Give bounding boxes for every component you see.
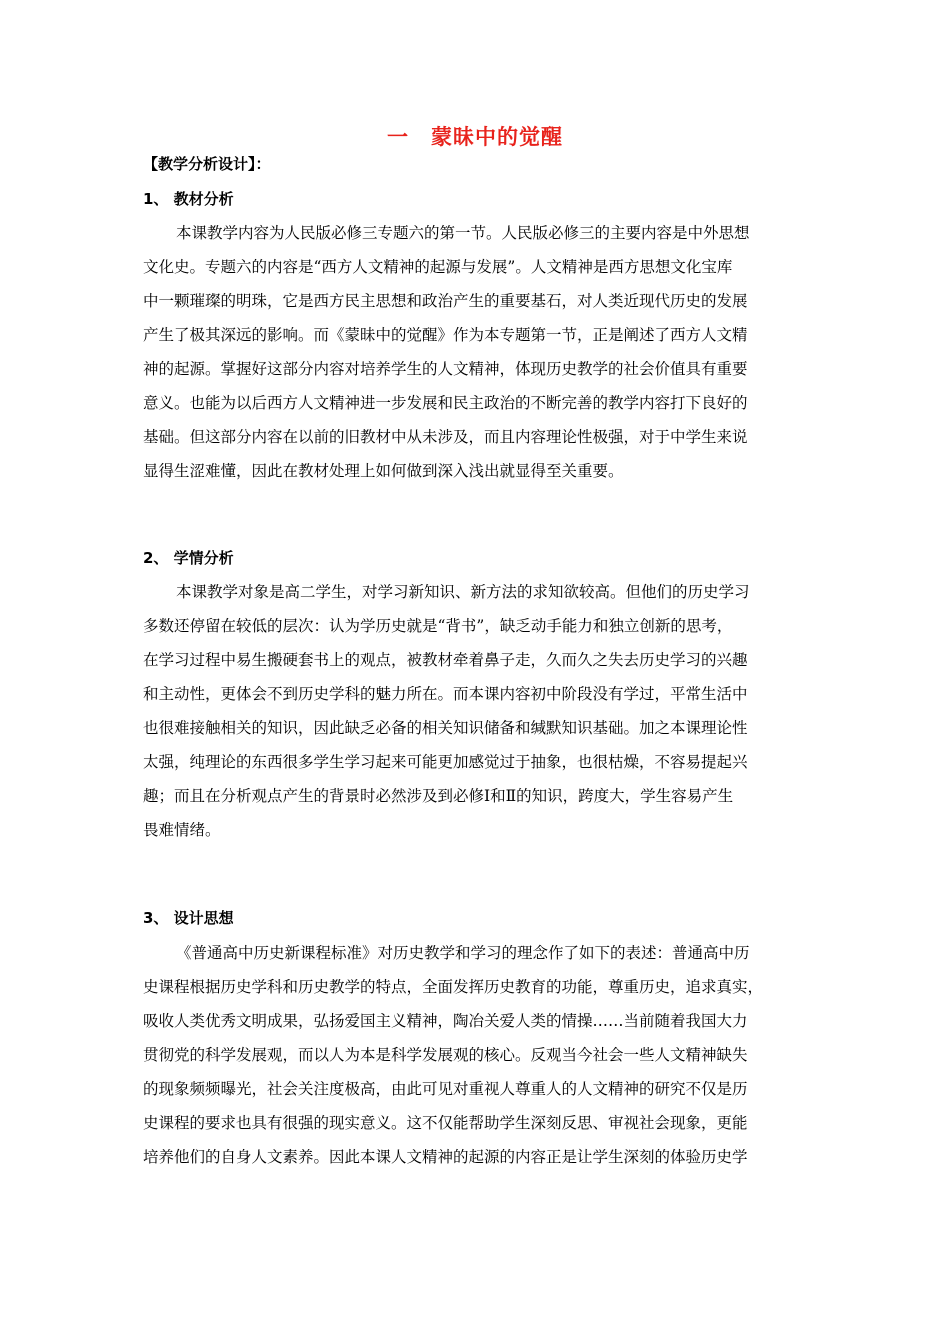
paragraph-line: 神的起源。掌握好这部分内容对培养学生的人文精神，体现历史教学的社会价值具有重要 — [143, 360, 748, 378]
paragraph-line: 基础。但这部分内容在以前的旧教材中从未涉及，而且内容理论性极强，对于中学生来说 — [143, 428, 748, 446]
paragraph-line: 太强，纯理论的东西很多学生学习起来可能更加感觉过于抽象，也很枯燥，不容易提起兴 — [143, 753, 748, 771]
paragraph-line: 多数还停留在较低的层次：认为学历史就是“背书”，缺乏动手能力和独立创新的思考， — [143, 617, 733, 635]
section-body-student-analysis — [143, 575, 807, 847]
paragraph-line: 产生了极其深远的影响。而《蒙昧中的觉醒》作为本专题第一节，正是阐述了西方人文精 — [143, 326, 748, 344]
paragraph-line: 在学习过程中易生搬硬套书上的观点，被教材牵着鼻子走，久而久之失去历史学习的兴趣 — [143, 651, 748, 669]
paragraph-line: 和主动性，更体会不到历史学科的魅力所在。而本课内容初中阶段没有学过，平常生活中 — [143, 685, 748, 703]
section-body-textbook-analysis — [143, 216, 807, 488]
paragraph-line: 吸收人类优秀文明成果，弘扬爱国主义精神，陶冶关爱人类的情操……当前随着我国大力 — [143, 1012, 748, 1030]
section-label: 【教学分析设计】： — [143, 155, 271, 173]
paragraph-line: 本课教学内容为人民版必修三专题六的第一节。人民版必修三的主要内容是中外思想 — [176, 224, 750, 242]
paragraph-line: 也很难接触相关的知识，因此缺乏必备的相关知识储备和缄默知识基础。加之本课理论性 — [143, 719, 748, 737]
section-heading-textbook-analysis: 1、 教材分析 — [143, 190, 234, 208]
section-body-design-thinking — [143, 936, 807, 1174]
paragraph-line: 意义。也能为以后西方人文精神进一步发展和民主政治的不断完善的教学内容打下良好的 — [143, 394, 748, 412]
paragraph-line: 史课程根据历史学科和历史教学的特点，全面发挥历史教育的功能，尊重历史，追求真实， — [143, 978, 764, 996]
paragraph-line: 中一颗璀璨的明珠，它是西方民主思想和政治产生的重要基石，对人类近现代历史的发展 — [143, 292, 748, 310]
paragraph-line: 贯彻党的科学发展观，而以人为本是科学发展观的核心。反观当今社会一些人文精神缺失 — [143, 1046, 748, 1064]
paragraph-line: 本课教学对象是高二学生，对学习新知识、新方法的求知欲较高。但他们的历史学习 — [176, 583, 750, 601]
paragraph-line: 培养他们的自身人文素养。因此本课人文精神的起源的内容正是让学生深刻的体验历史学 — [143, 1148, 748, 1166]
paragraph-line: 《普通高中历史新课程标准》对历史教学和学习的理念作了如下的表述：普通高中历 — [176, 944, 750, 962]
section-heading-design-thinking: 3、 设计思想 — [143, 909, 234, 927]
paragraph-line: 显得生涩难懂，因此在教材处理上如何做到深入浅出就显得至关重要。 — [143, 462, 624, 480]
document-title: 一 蒙昧中的觉醒 — [387, 125, 563, 149]
paragraph-line: 的现象频频曝光，社会关注度极高，由此可见对重视人尊重人的人文精神的研究不仅是历 — [143, 1080, 748, 1098]
paragraph-line: 文化史。专题六的内容是“西方人文精神的起源与发展”。人文精神是西方思想文化宝库 — [143, 258, 733, 276]
section-heading-student-analysis: 2、 学情分析 — [143, 549, 234, 567]
paragraph-line: 趣；而且在分析观点产生的背景时必然涉及到必修Ⅰ和Ⅱ的知识，跨度大，学生容易产生 — [143, 787, 734, 805]
paragraph-line: 史课程的要求也具有很强的现实意义。这不仅能帮助学生深刻反思、审视社会现象，更能 — [143, 1114, 748, 1132]
paragraph-line: 畏难情绪。 — [143, 821, 221, 839]
